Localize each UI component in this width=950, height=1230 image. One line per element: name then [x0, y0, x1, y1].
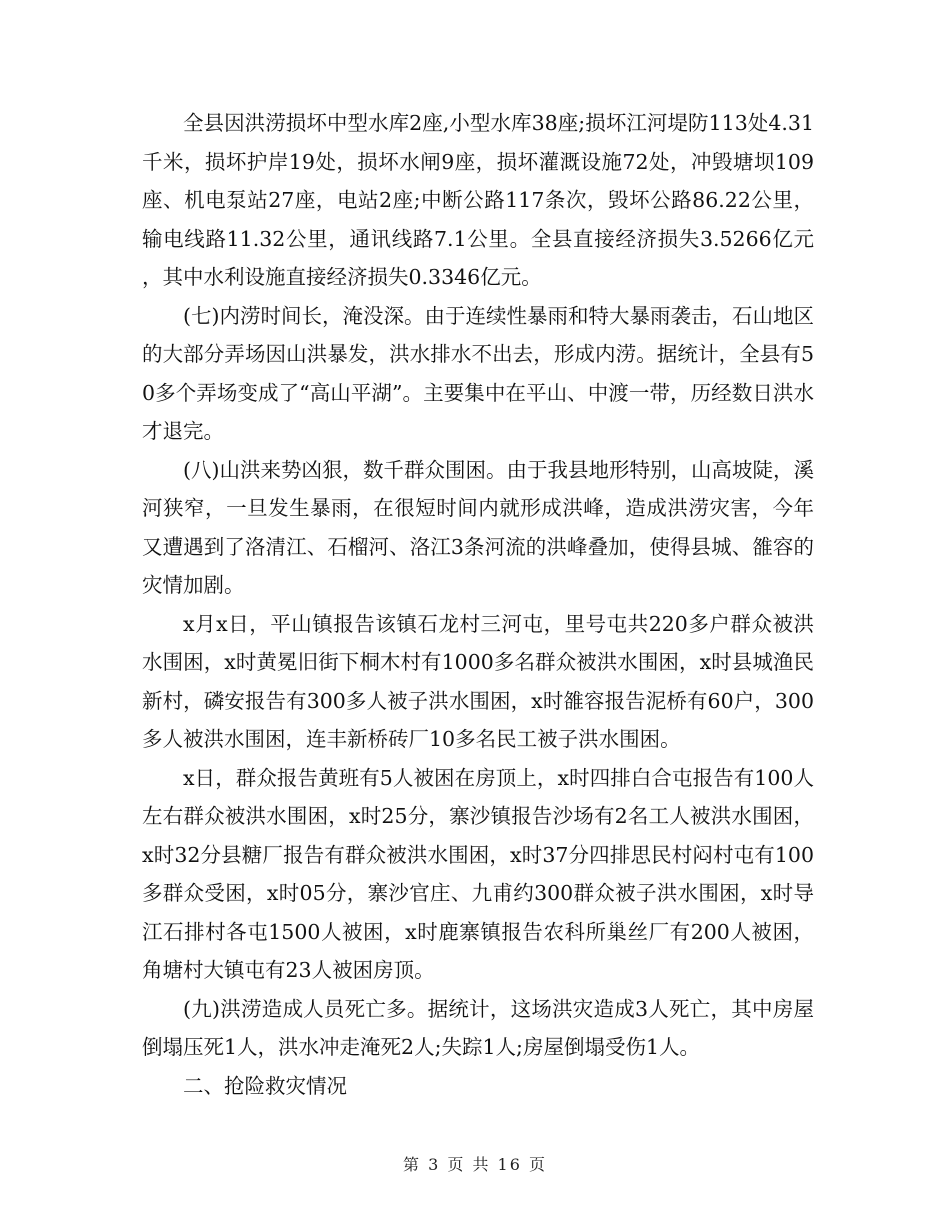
paragraph-trapped-reports-2: x日，群众报告黄班有5人被困在房顶上，x时四排白合屯报告有100人左右群众被洪水围困，x时25分，寨沙镇报告沙场有2名工人被洪水围困，x时32分县糖厂报告有群众被洪水围困，x时37分四排思民村闷村屯有100多群众受困，x时05分，寨沙官庄、九甫约300群众被子洪水围困，x时导江石排村各屯1500人被困，x时鹿寨镇报告农科所巢丝厂有200人被困，角塘村大镇屯有23人被困房顶。 [142, 765, 814, 982]
page-number: 第 3 页 共 16 页 [403, 1155, 547, 1174]
paragraph-waterlogging: (七)内涝时间长，淹没深。由于连续性暴雨和特大暴雨袭击，石山地区的大部分弄场因山洪暴发，洪水排水不出去，形成内涝。据统计，全县有50多个弄场变成了“高山平湖”。主要集中在平山、中渡一带，历经数日洪水才退完。 [142, 303, 814, 443]
paragraph-trapped-reports-1: x月x日，平山镇报告该镇石龙村三河屯，里号屯共220多户群众被洪水围困，x时黄冕旧街下桐木村有1000多名群众被洪水围困，x时县城渔民新村，磷安报告有300多人被子洪水围困，x时雒容报告泥桥有60户，300多人被洪水围困，连丰新桥砖厂10多名民工被子洪水围困。 [142, 611, 814, 751]
document-body [142, 104, 814, 1105]
page-footer [0, 1152, 950, 1175]
paragraph-flash-flood: (八)山洪来势凶狠，数千群众围困。由于我县地形特别，山高坡陡，溪河狭窄，一旦发生暴雨，在很短时间内就形成洪峰，造成洪涝灾害，今年又遭遇到了洛清江、石榴河、洛江3条河流的洪峰叠加，使得县城、雒容的灾情加剧。 [142, 457, 814, 597]
paragraph-damage-summary: 全县因洪涝损坏中型水库2座,小型水库38座;损坏江河堤防113处4.31千米，损坏护岸19处，损坏水闸9座，损坏灌溉设施72处，冲毁塘坝109座、机电泵站27座，电站2座;中断公路117条次，毁坏公路86.22公里，输电线路11.32公里，通讯线路7.1公里。全县直接经济损失3.5266亿元，其中水利设施直接经济损失0.3346亿元。 [142, 111, 814, 289]
section-heading-rescue: 二、抢险救灾情况 [183, 1073, 347, 1098]
paragraph-casualties: (九)洪涝造成人员死亡多。据统计，这场洪灾造成3人死亡，其中房屋倒塌压死1人，洪水冲走淹死2人;失踪1人;房屋倒塌受伤1人。 [142, 996, 814, 1059]
